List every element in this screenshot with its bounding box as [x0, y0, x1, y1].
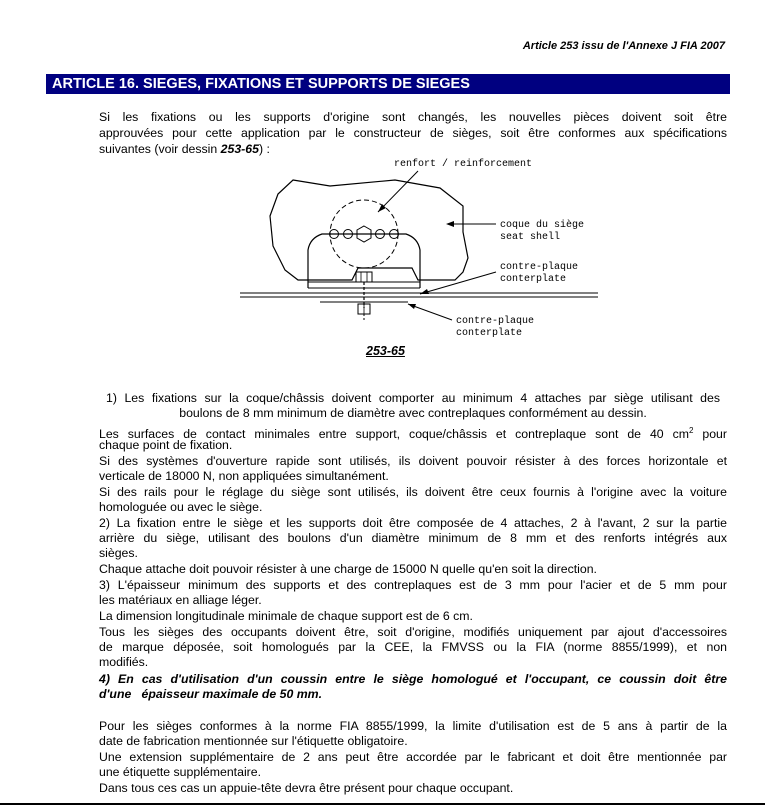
- section-title: ARTICLE 16. SIEGES, FIXATIONS ET SUPPORTS DE SIEGES: [46, 74, 730, 94]
- p5-line-1: 2) La fixation entre le siège et les supports doit être composée de 4 attaches, 2 à l'avant, 2 sur la partie: [99, 516, 727, 530]
- label-lower-counterplate-fr: contre-plaque: [456, 316, 535, 327]
- p2-text-end: pour: [693, 427, 727, 442]
- intro-line-2: approuvées pour cette application par le constructeur de sièges, soit être conformes aux spécifications: [99, 126, 727, 140]
- bolt-assembly: [356, 272, 372, 320]
- seat-shell-outline: [270, 180, 468, 280]
- drawing-caption: 253-65: [366, 344, 405, 358]
- p4-line-2: homologuée ou avec le siège.: [99, 500, 263, 514]
- p3-line-1: Si des systèmes d'ouverture rapide sont utilisés, ils doivent pouvoir résister à des forces horizontale et: [99, 454, 727, 468]
- p6: Chaque attache doit pouvoir résister à une charge de 15000 N quelle qu'en soit la direction.: [99, 562, 597, 576]
- label-upper-counterplate-en: conterplate: [500, 274, 567, 285]
- p4-line-1: Si des rails pour le réglage du siège sont utilisés, ils doivent être ceux fournis à l'origine avec la voiture: [99, 485, 727, 499]
- intro-text: suivantes (voir dessin: [99, 142, 221, 156]
- p1-line-1: 1) Les fixations sur la coque/châssis doivent comporter au minimum 4 attaches par siège utilisant des: [106, 391, 720, 405]
- p2-text: Les surfaces de contact minimales entre support, coque/châssis et contreplaque sont de 40 cm: [99, 427, 689, 442]
- bottom-rule: [0, 803, 765, 805]
- label-upper-counterplate-fr: contre-plaque: [500, 262, 579, 273]
- p5-line-3: sièges.: [99, 546, 138, 560]
- label-seat-shell-fr: coque du siège: [500, 220, 585, 231]
- p12-line-2: une étiquette supplémentaire.: [99, 765, 262, 779]
- p3-line-2: verticale de 18000 N, non appliquées simultanément.: [99, 469, 389, 483]
- p8: La dimension longitudinale minimale de chaque support est de 6 cm.: [99, 609, 473, 623]
- p9-line-1: Tous les sièges des occupants doivent être, soit d'origine, modifiés uniquement par ajout d'accessoires: [99, 625, 727, 639]
- p7-line-1: 3) L'épaisseur minimum des supports et des contreplaques est de 3 mm pour l'acier et de 5 mm pour: [99, 578, 727, 592]
- p12-line-1: Une extension supplémentaire de 2 ans peut être accordée par le fabricant et doit être mentionnée par: [99, 750, 727, 764]
- seat-mount-drawing: [230, 154, 600, 360]
- p13: Dans tous ces cas un appuie-tête devra être présent pour chaque occupant.: [99, 781, 514, 795]
- p2-line-2: chaque point de fixation.: [99, 438, 233, 452]
- document-reference: Article 253 issu de l'Annexe J FIA 2007: [522, 40, 725, 52]
- p9-line-2: de marque déposée, soit homologués par la CEE, la FMVSS ou la FIA (norme 8855/1999), et non: [99, 640, 727, 654]
- label-reinforcement: renfort / reinforcement: [394, 159, 533, 170]
- p9-line-3: modifiés.: [99, 655, 149, 669]
- intro-line-1: Si les fixations ou les supports d'origine sont changés, les nouvelles pièces doivent soit être: [99, 110, 727, 124]
- intro-text-end: ) :: [258, 142, 270, 156]
- p5-line-2: arrière du siège, utilisant des boulons d'un diamètre minimum de 8 mm et des renforts intégrés aux: [99, 531, 727, 545]
- p7-line-2: les matériaux en alliage léger.: [99, 593, 262, 607]
- floor-and-counterplate: [240, 293, 598, 302]
- p11-line-1: Pour les sièges conformes à la norme FIA 8855/1999, la limite d'utilisation est de 5 ans à partir de la: [99, 719, 727, 733]
- p10-line-2: d'une épaisseur maximale de 50 mm.: [99, 687, 323, 701]
- p1-line-2: boulons de 8 mm minimum de diamètre avec contreplaques conformément au dessin.: [179, 406, 647, 420]
- drawing-reference: 253-65: [220, 142, 259, 156]
- p2-superscript: 2: [688, 426, 694, 435]
- label-seat-shell-en: seat shell: [500, 232, 561, 243]
- label-lower-counterplate-en: conterplate: [456, 328, 523, 339]
- p11-line-2: date de fabrication mentionnée sur l'étiquette obligatoire.: [99, 734, 408, 748]
- p10-line-1: 4) En cas d'utilisation d'un coussin entre le siège homologué et l'occupant, ce coussin doit être: [99, 672, 727, 686]
